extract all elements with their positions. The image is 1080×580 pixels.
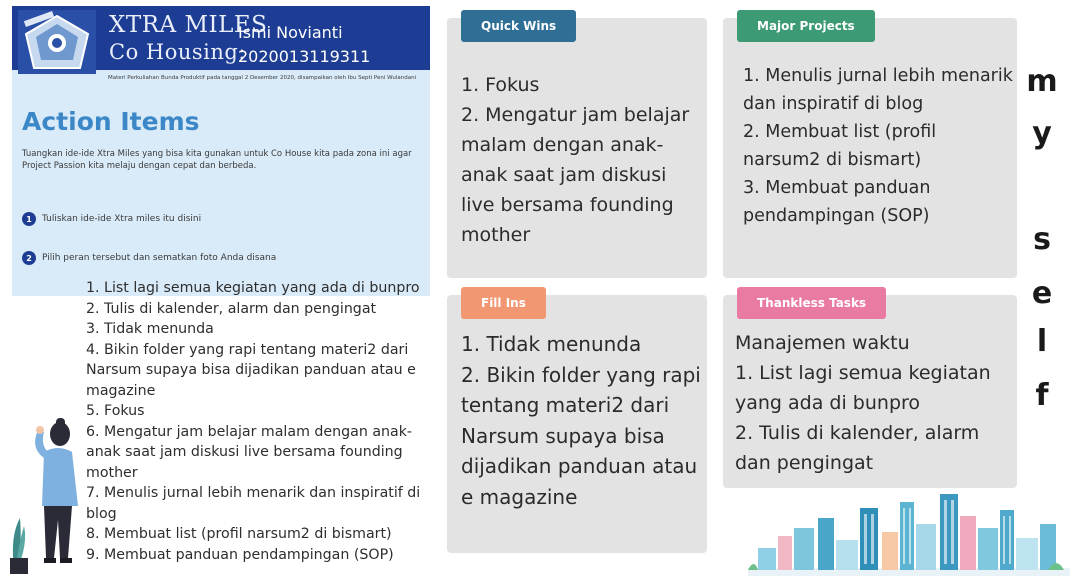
card-line: 1. Menulis jurnal lebih menarik dan inspiratif di blog: [743, 66, 1013, 114]
step-number-badge: 1: [22, 212, 36, 226]
side-word-letter: m: [1026, 64, 1058, 99]
section-description: Tuangkan ide-ide Xtra Miles yang bisa kita gunakan untuk Co House kita pada zona ini agar Project Passion kita melaju dengan cepat dan berbeda.: [22, 149, 412, 171]
author-id: 2020013119311: [238, 47, 371, 66]
major-projects-label: Major Projects: [737, 10, 875, 42]
major-projects-content: [743, 62, 1015, 230]
brand-subtitle: Co Housing:: [109, 40, 246, 64]
card-line: 1. Tidak menunda: [461, 332, 642, 356]
side-word-letter: y: [1032, 116, 1052, 151]
thankless-tasks-card: [723, 295, 1017, 488]
side-word-letter: f: [1035, 378, 1049, 413]
list-item: 6. Mengatur jam belajar malam dengan anak-anak saat jam diskusi live bersama founding mother: [86, 423, 413, 481]
list-item: 9. Membuat panduan pendampingan (SOP): [86, 546, 394, 563]
step-1: [22, 211, 201, 227]
action-items-list: [86, 278, 426, 565]
card-line: 1. List lagi semua kegiatan yang ada di bunpro: [735, 362, 991, 414]
step-2: [22, 250, 276, 266]
side-word-letter: e: [1031, 276, 1053, 311]
thankless-tasks-content: [735, 328, 1015, 478]
list-item: 7. Menulis jurnal lebih menarik dan inspiratif di blog: [86, 485, 421, 522]
side-word-letter: s: [1033, 222, 1051, 257]
list-item: 4. Bikin folder yang rapi tentang materi2 dari Narsum supaya bisa dijadikan panduan atau e magazine: [86, 341, 416, 399]
house-logo-icon: [18, 10, 96, 74]
action-items-panel: [12, 6, 430, 296]
side-word-letter: l: [1036, 324, 1048, 359]
card-line: Manajemen waktu: [735, 332, 910, 354]
step-number-badge: 2: [22, 251, 36, 265]
card-line: 2. Mengatur jam belajar malam dengan anak-anak saat jam diskusi live bersama founding mother: [461, 104, 690, 246]
brand-title: XTRA MILES: [109, 12, 268, 38]
card-line: 1. Fokus: [461, 74, 540, 96]
list-item: 3. Tidak menunda: [86, 321, 214, 337]
list-item: 2. Tulis di kalender, alarm dan pengingat: [86, 300, 377, 317]
header-note: Materi Perkuliahan Bunda Produktif pada tanggal 2 Desember 2020, disampaikan oleh Ibu Septi Peni Wulandani: [108, 75, 417, 81]
list-item: 1. List lagi semua kegiatan yang ada di bunpro: [86, 280, 420, 296]
card-line: 2. Bikin folder yang rapi tentang materi2 dari Narsum supaya bisa dijadikan panduan atau e magazine: [461, 362, 701, 509]
step-text: Pilih peran tersebut dan sematkan foto Anda disana: [42, 253, 277, 263]
author-name: Ismi Novianti: [238, 23, 343, 42]
fill-ins-content: [461, 329, 701, 512]
list-item: 8. Membuat list (profil narsum2 di bismart): [86, 526, 392, 542]
list-item: 5. Fokus: [86, 403, 145, 419]
card-line: 2. Membuat list (profil narsum2 di bismart): [743, 122, 937, 170]
thankless-tasks-label: Thankless Tasks: [737, 287, 886, 319]
step-text: Tuliskan ide-ide Xtra miles itu disini: [42, 214, 202, 224]
section-title: Action Items: [22, 107, 200, 136]
fill-ins-card: [447, 295, 707, 553]
quick-wins-content: [461, 70, 701, 250]
header-bar: [12, 6, 430, 70]
card-line: 3. Membuat panduan pendampingan (SOP): [743, 178, 931, 226]
quick-wins-label: Quick Wins: [461, 10, 576, 42]
quick-wins-card: [447, 18, 707, 278]
fill-ins-label: Fill Ins: [461, 287, 546, 319]
card-line: 2. Tulis di kalender, alarm dan pengingat: [735, 422, 980, 474]
city-skyline-illustration: [748, 488, 1070, 576]
major-projects-card: [723, 18, 1017, 278]
woman-thinking-illustration: [8, 408, 88, 576]
